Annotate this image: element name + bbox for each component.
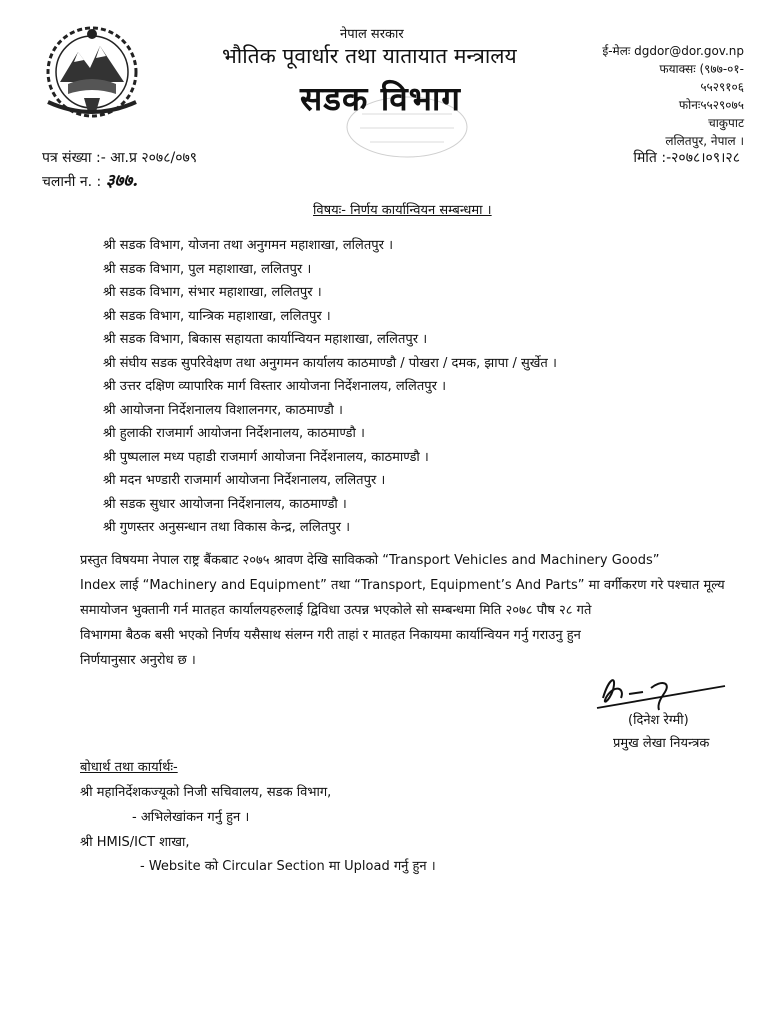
recipient-list <box>103 234 557 540</box>
body-line: विभागमा बैठक बसी भएको निर्णय यसैसाथ संलग्न गरी ताहां र मातहत निकायमा कार्यान्वियन गर्नु गराउनु हुन <box>80 628 581 643</box>
cc-line: श्री महानिर्देशकज्यूको निजी सचिवालय, सडक विभाग, <box>80 785 332 800</box>
recipient-item: श्री पुष्पलाल मध्य पहाडी राजमार्ग आयोजना निर्देशनालय, काठमाण्डौ । <box>103 449 429 465</box>
signatory-name: (दिनेश रेग्मी) <box>628 713 689 728</box>
dispatch-number <box>42 168 138 191</box>
cc-line: श्री HMIS/ICT शाखा, <box>80 835 190 850</box>
cc-line: - अभिलेखांकन गर्नु हुन । <box>132 810 250 825</box>
recipient-item: श्री आयोजना निर्देशनालय विशालनगर, काठमाण्डौ । <box>103 402 343 418</box>
recipient-item: श्री सडक विभाग, बिकास सहायता कार्यान्वियन महाशाखा, ललितपुर । <box>103 332 428 347</box>
phone-line: फोनः५५२९०७५ <box>678 98 744 112</box>
department-name: सडक विभाग <box>300 79 462 118</box>
address-line-2: ललितपुर, नेपाल । <box>665 134 744 148</box>
recipient-item: श्री हुलाकी राजमार्ग आयोजना निर्देशनालय, काठमाण्डौ । <box>103 426 365 441</box>
subject-line: विषयः- निर्णय कार्यान्वियन सम्बन्धमा । <box>313 203 492 218</box>
address-line-1: चाकुपाट <box>708 116 744 130</box>
email-line: ई-मेलः dgdor@dor.gov.np <box>602 44 744 58</box>
fax-line-1: फयाक्सः (९७७-०१- <box>659 62 744 76</box>
handwritten-signature <box>595 668 730 716</box>
body-line: समायोजन भुक्तानी गर्न मातहत कार्यालयहरुलाई द्विविधा उत्पन्न भएकोले सो सम्बन्धमा मिति २०७८ पौष २८ गते <box>80 603 592 618</box>
body-line: Index लाई “Machinery and Equipment” तथा “Transport, Equipment’s And Parts” मा वर्गीकरण गरे पश्चात मूल्य <box>80 578 725 593</box>
ministry-name: भौतिक पूवार्धार तथा यातायात मन्त्रालय <box>222 44 517 68</box>
cc-heading: बोधार्थ तथा कार्यार्थः- <box>80 760 178 775</box>
cc-line: - Website को Circular Section मा Upload गर्नु हुन । <box>140 859 436 874</box>
government-name: नेपाल सरकार <box>340 27 404 42</box>
recipient-item: श्री सडक विभाग, पुल महाशाखा, ललितपुर । <box>103 261 312 277</box>
letter-date: मिति :-२०७८।०९।२८ <box>633 150 740 166</box>
recipient-item: श्री सडक सुधार आयोजना निर्देशनालय, काठमाण्डौ । <box>103 496 347 512</box>
letter-number: पत्र संख्या :- आ.प्र २०७८/०७९ <box>42 150 198 166</box>
recipient-item: श्री सडक विभाग, योजना तथा अनुगमन महाशाखा, ललितपुर । <box>103 238 394 253</box>
body-line: प्रस्तुत विषयमा नेपाल राष्ट्र बैंकबाट २०७५ श्रावण देखि साविकको “Transport Vehicles and Machinery Goods” <box>80 553 660 568</box>
signatory-title: प्रमुख लेखा नियन्त्रक <box>613 736 710 751</box>
dispatch-value: ३७७. <box>105 171 139 191</box>
letter-body <box>80 548 730 673</box>
nepal-emblem-logo <box>38 22 146 122</box>
recipient-item: श्री सडक विभाग, संभार महाशाखा, ललितपुर । <box>103 285 322 300</box>
recipient-item: श्री सडक विभाग, यान्त्रिक महाशाखा, ललितपुर । <box>103 308 331 324</box>
body-line: निर्णयानुसार अनुरोध छ । <box>80 653 196 668</box>
fax-line-2: ५५२९१०६ <box>700 80 744 94</box>
recipient-item: श्री गुणस्तर अनुसन्धान तथा विकास केन्द्र, ललितपुर । <box>103 520 350 535</box>
contact-block <box>602 42 744 150</box>
recipient-item: श्री उत्तर दक्षिण व्यापारिक मार्ग विस्तार आयोजना निर्देशनालय, ललितपुर । <box>103 379 447 394</box>
recipient-item: श्री संघीय सडक सुपरिवेक्षण तथा अनुगमन कार्यालय काठमाण्डौ / पोखरा / दमक, झापा / सुर्खेत । <box>103 355 557 371</box>
dispatch-label: चलानी न. : <box>42 174 102 190</box>
recipient-item: श्री मदन भण्डारी राजमार्ग आयोजना निर्देशनालय, ललितपुर । <box>103 473 386 488</box>
